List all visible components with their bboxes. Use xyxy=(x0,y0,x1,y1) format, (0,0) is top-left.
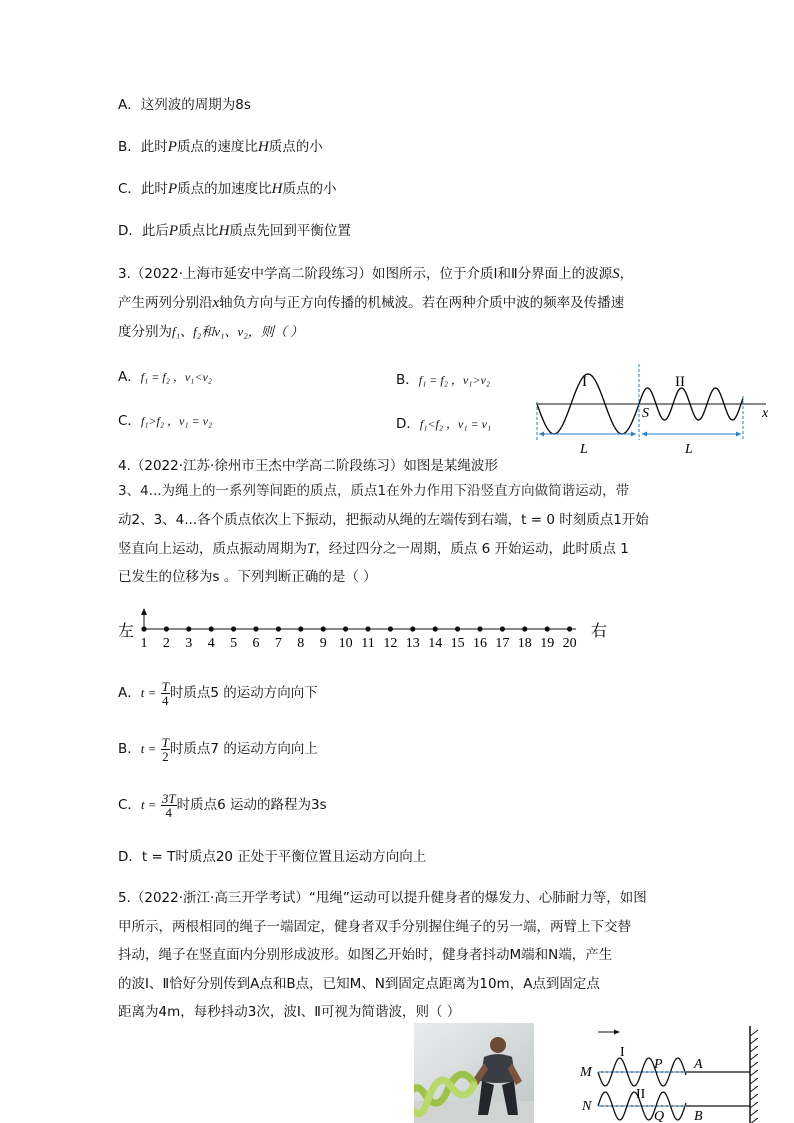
hatch-mark xyxy=(750,1030,758,1036)
q3-option-d xyxy=(396,412,491,432)
q3-option-b xyxy=(396,368,490,388)
hatch-mark xyxy=(750,1054,758,1060)
q4-stem-line4 xyxy=(118,540,629,558)
hatch-mark xyxy=(750,1094,758,1100)
text: 轴负方向与正方向传播的机械波。若在两种介质中波的频率及传播速 xyxy=(219,295,625,311)
q4-stem-line1: 4.（2022·江苏·徐州市王杰中学高二阶段练习）如图是某绳波形 xyxy=(118,458,498,474)
var: P xyxy=(168,223,179,239)
denominator: 2 xyxy=(162,748,169,764)
hatch-mark xyxy=(750,1118,758,1123)
numerator: T xyxy=(161,734,169,750)
option-expr: f₁ = f₂ ，v₁>v₂ xyxy=(418,373,490,387)
q2-option-c xyxy=(118,180,336,198)
q5-stem-line5: 距离为4m，每秒抖动3次，波Ⅰ、Ⅱ可视为简谐波，则（ ） xyxy=(118,1004,461,1020)
text: 此后 xyxy=(141,223,169,239)
numerator: 3T xyxy=(161,790,176,806)
hatch-mark xyxy=(750,1102,758,1108)
rope-point xyxy=(410,626,415,631)
rope-point xyxy=(567,626,572,631)
rope-point-number: 8 xyxy=(297,636,305,651)
label-x-axis: x xyxy=(762,406,769,421)
q5-stem-line4: 的波Ⅰ、Ⅱ恰好分别传到A点和B点，已知M、N到固定点距离为10m，A点到固定点 xyxy=(118,976,600,992)
label-left: 左 xyxy=(118,623,135,640)
label-right: 右 xyxy=(591,623,608,640)
rope-point-number: 12 xyxy=(383,636,398,651)
var: S xyxy=(612,266,620,282)
var: H xyxy=(218,223,230,239)
rope-point-number: 16 xyxy=(473,636,487,651)
rope-point-number: 6 xyxy=(252,636,260,651)
rope-point xyxy=(276,626,281,631)
text: 此时 xyxy=(140,139,168,155)
rope-point xyxy=(164,626,169,631)
q4-option-a xyxy=(118,676,318,710)
rope-point-number: 1 xyxy=(140,636,148,651)
rope-point-number: 4 xyxy=(207,636,215,651)
var: f₁、f₂和v₁、v₂，则（ ） xyxy=(172,324,304,339)
battle-rope-photo xyxy=(414,1023,534,1123)
q5-stem-line1: 5.（2022·浙江·高三开学考试）“甩绳”运动可以提升健身者的爆发力、心肺耐力等，如图 xyxy=(118,890,647,906)
q3-wave-figure xyxy=(532,362,778,458)
rope-point xyxy=(321,626,326,631)
q4-option-b xyxy=(118,732,318,766)
rope-point xyxy=(365,626,370,631)
text: 3.（2022·上海市延安中学高二阶段练习）如图所示，位于介质Ⅰ和Ⅱ分界面上的波源 xyxy=(118,266,613,282)
arrow-right-icon xyxy=(614,1030,620,1035)
option-label: A． xyxy=(118,97,141,113)
option-label: D． xyxy=(396,416,420,432)
hatch-mark xyxy=(750,1038,758,1044)
option-text: t = T时质点20 正处于平衡位置且运动方向向上 xyxy=(141,849,427,865)
fraction xyxy=(161,792,177,819)
text: 产生两列分别沿 xyxy=(118,295,213,311)
rope-point xyxy=(522,626,527,631)
hatch-mark xyxy=(750,1046,758,1052)
option-label: A． xyxy=(118,369,141,385)
expr: t = xyxy=(140,741,157,756)
q3-stem-line3 xyxy=(118,323,303,341)
label-length-2: L xyxy=(685,442,693,457)
text: 质点先回到平衡位置 xyxy=(229,223,351,239)
rope-point-number: 3 xyxy=(185,636,193,651)
rope-point xyxy=(343,626,348,631)
q3-option-a xyxy=(118,368,212,386)
label-q: Q xyxy=(654,1109,665,1123)
hatch-mark xyxy=(750,1110,758,1116)
q5-stem-line3: 抖动，绳子在竖直面内分别形成波形。如图乙开始时，健身者抖动M端和N端，产生 xyxy=(118,947,613,963)
option-text: 这列波的周期为8s xyxy=(140,97,251,113)
var: P xyxy=(167,139,177,155)
text: 时质点5 的运动方向向下 xyxy=(169,685,318,701)
var: H xyxy=(257,139,269,155)
rope-point xyxy=(298,626,303,631)
option-expr: f₁>f₂ ，v₁ = v₂ xyxy=(140,414,213,428)
rope-point xyxy=(231,626,236,631)
rope-point-number: 7 xyxy=(274,636,282,651)
option-label: A． xyxy=(118,685,141,701)
q4-stem-line5: 已发生的位移为s 。下列判断正确的是（ ） xyxy=(118,569,377,585)
label-a: A xyxy=(694,1057,703,1072)
text: 时质点7 的运动方向向上 xyxy=(169,741,318,757)
option-label: B． xyxy=(118,139,141,155)
text: 度分别为 xyxy=(118,324,172,340)
q2-option-a xyxy=(118,96,251,114)
q2-option-b xyxy=(118,138,323,156)
fraction xyxy=(161,736,170,763)
text: 质点比 xyxy=(178,223,219,239)
text: 此时 xyxy=(140,181,168,197)
q4-option-d xyxy=(118,848,426,866)
label-source: S xyxy=(642,406,649,421)
arrowhead xyxy=(736,432,741,437)
text: 竖直向上运动，质点振动周期为 xyxy=(118,541,307,557)
rope-point-number: 13 xyxy=(405,636,420,651)
rope-point-number: 19 xyxy=(540,636,555,651)
option-label: C． xyxy=(118,181,141,197)
rope-point xyxy=(388,626,393,631)
text: 质点的加速度比 xyxy=(177,181,272,197)
wall-hatching xyxy=(750,1030,758,1123)
label-wave-1: I xyxy=(620,1045,625,1060)
hatch-mark xyxy=(750,1078,758,1084)
option-label: D． xyxy=(118,223,142,239)
denominator: 4 xyxy=(165,804,172,820)
rope-point-number: 14 xyxy=(428,636,443,651)
text: 质点的小 xyxy=(268,139,323,155)
rope-point-number: 2 xyxy=(162,636,170,651)
arrowhead xyxy=(631,432,636,437)
rope-point-number: 17 xyxy=(495,636,510,651)
rope-point xyxy=(186,626,191,631)
option-label: B． xyxy=(118,741,141,757)
rope-point xyxy=(141,626,146,631)
option-label: C． xyxy=(118,797,141,813)
up-arrow-icon xyxy=(141,608,147,615)
q3-stem-line2 xyxy=(118,294,624,312)
rope-point-number: 18 xyxy=(517,636,532,651)
q2-option-d xyxy=(118,222,351,240)
rope-point-number: 9 xyxy=(319,636,327,651)
text: 质点的速度比 xyxy=(176,139,258,155)
label-length-1: L xyxy=(580,442,588,457)
label-wave-2: II xyxy=(636,1087,646,1102)
option-label: C． xyxy=(118,413,141,429)
var: P xyxy=(167,181,178,197)
q4-stem-line3: 动2、3、4...各个质点依次上下振动，把振动从绳的左端传到右端，t = 0 时刻质点1开始 xyxy=(118,512,649,528)
rope-point-number: 15 xyxy=(450,636,465,651)
label-p: P xyxy=(654,1057,663,1072)
expr: t = xyxy=(140,797,157,812)
photo-illustration xyxy=(414,1023,534,1123)
var: H xyxy=(271,181,283,197)
label-b: B xyxy=(694,1109,703,1123)
expr: t = xyxy=(140,685,157,700)
option-expr: f₁ = f₂ ，v₁<v₂ xyxy=(140,370,212,384)
q3-option-c xyxy=(118,412,212,430)
arrowhead xyxy=(539,432,544,437)
q4-option-c xyxy=(118,788,327,822)
q3-stem-line1 xyxy=(118,265,633,283)
rope-points xyxy=(141,626,577,651)
numerator: T xyxy=(161,678,169,694)
denominator: 4 xyxy=(162,692,169,708)
rope-point xyxy=(433,626,438,631)
rope-point xyxy=(500,626,505,631)
rope-point-number: 20 xyxy=(562,636,577,651)
var: T xyxy=(307,541,316,557)
text: ，经过四分之一周期，质点 6 开始运动，此时质点 1 xyxy=(315,541,629,557)
label-medium-2: II xyxy=(675,374,685,390)
rope-point-number: 5 xyxy=(230,636,238,651)
label-n: N xyxy=(582,1099,592,1114)
var: x xyxy=(212,295,220,311)
label-medium-1: I xyxy=(582,374,587,390)
q5-stem-line2: 甲所示，两根相同的绳子一端固定，健身者双手分别握住绳子的另一端，两臂上下交替 xyxy=(118,919,631,935)
rope-point-number: 10 xyxy=(338,636,353,651)
text: 时质点6 运动的路程为3s xyxy=(176,797,327,813)
label-m: M xyxy=(580,1065,592,1080)
hatch-mark xyxy=(750,1086,758,1092)
text: ， xyxy=(619,266,634,282)
fraction xyxy=(161,680,170,707)
rope-point xyxy=(455,626,460,631)
arrowhead xyxy=(642,432,647,437)
rope-point xyxy=(209,626,214,631)
q4-rope-figure xyxy=(116,606,616,654)
rope-point xyxy=(253,626,258,631)
option-label: B． xyxy=(396,372,419,388)
hatch-mark xyxy=(750,1070,758,1076)
rope-point xyxy=(477,626,482,631)
rope-point-number: 11 xyxy=(361,636,375,651)
option-expr: f₁<f₂ ，v₁ = v₁ xyxy=(419,417,492,431)
hatch-mark xyxy=(750,1062,758,1068)
q4-stem-line2: 3、4...为绳上的一系列等间距的质点，质点1在外力作用下沿竖直方向做简谐运动，带 xyxy=(118,483,630,499)
text: 质点的小 xyxy=(282,181,337,197)
option-label: D． xyxy=(118,849,142,865)
q5-rope-figure xyxy=(576,1024,786,1123)
rope-point xyxy=(545,626,550,631)
